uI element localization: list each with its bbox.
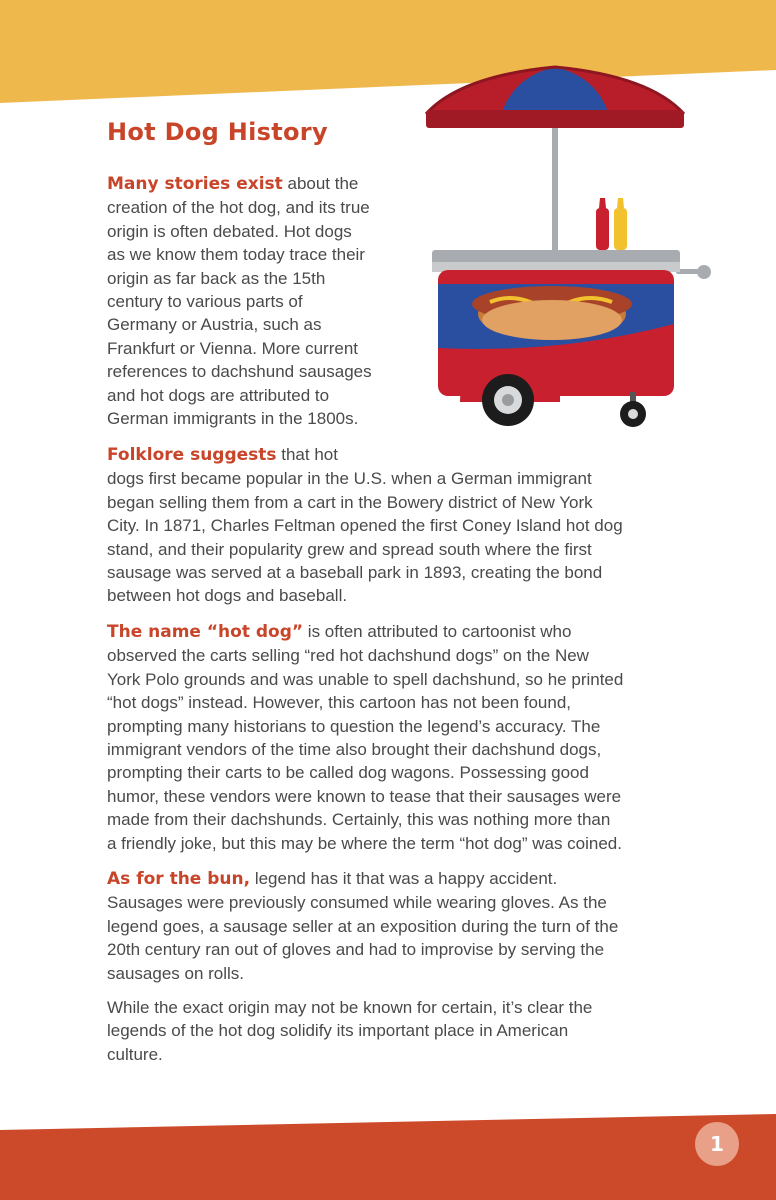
lead-phrase: The name “hot dog” [107,622,304,642]
hot-dog-cart-icon [420,62,720,434]
lead-phrase: Folklore suggests [107,445,277,465]
paragraph-bun: As for the bun, legend has it that was a happy accident. Sausages were previously consumed while wearing gloves. As the legend goes, a sausage seller at an exposition during the turn of the 20th century ran out of gloves and had to improvise by serving the sausages on rolls. [107,869,619,983]
paragraph-name: The name “hot dog” is often attributed to cartoonist who observed the carts selling “red hot dachshund dogs” on the New York Polo grounds and was unable to spell dachshund, so he printed “hot dogs” instead. However, this cartoon has not been found, prompting many historians to question the legend’s accuracy. The immigrant vendors of the time also brought their dachshund dogs, prompting their carts to be called dog wagons. Possessing good humor, these vendors were known to tease that their sausages were made from their dachshunds. Certainly, this was nothing more than a friendly joke, but this may be where the term “hot dog” was coined. [107,622,624,853]
page-number: 1 [695,1122,739,1166]
lead-phrase: Many stories exist [107,174,283,194]
paragraph-stories: Many stories exist about the creation of the hot dog, and its true origin is often debated. Hot dogs as we know them today trace their origin as far back as the 15th century to various parts of Germany or Austria, such as Frankfurt or Vienna. More current references to dachshund sausages and hot dogs are attributed to German immigrants in the 1800s. [107,174,372,429]
bottom-banner [0,1100,776,1200]
page-title: Hot Dog History [107,118,328,146]
lead-phrase: As for the bun, [107,869,251,889]
paragraph-folklore: Folklore suggests that hot dogs first became popular in the U.S. when a German immigrant began selling them from a cart in the Bowery district of New York City. In 1871, Charles Feltman opened the first Coney Island hot dog stand, and their popularity grew and spread south where the first sausage was served at a baseball park in 1893, creating the bond between hot dogs and baseball. [107,445,623,606]
paragraph-conclusion: While the exact origin may not be known for certain, it’s clear the legends of the hot dog solidify its important place in American culture. [107,998,593,1064]
